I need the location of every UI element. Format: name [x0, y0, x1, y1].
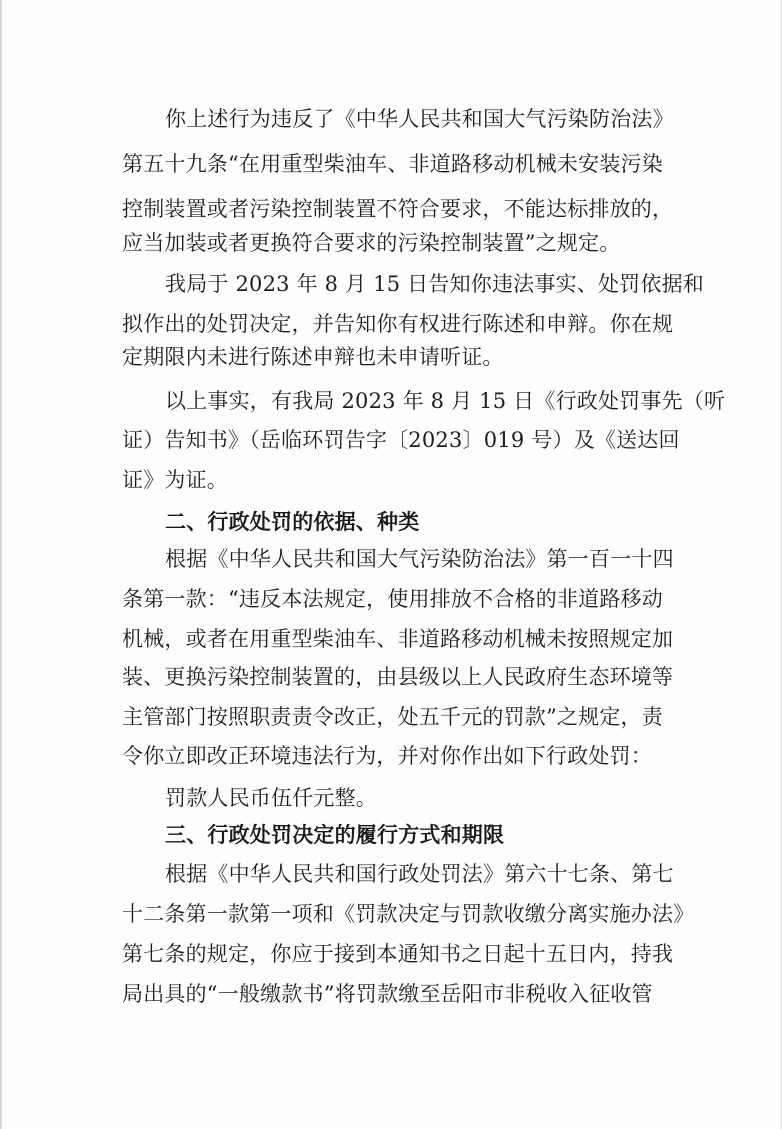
text-line: 根据《中华人民共和国行政处罚法》第六十七条、第七 [165, 862, 674, 886]
text-line: 根据《中华人民共和国大气污染防治法》第一百一十四 [165, 547, 674, 571]
text-line: 你上述行为违反了《中华人民共和国大气污染防治法》 [165, 107, 674, 131]
text-line: 令你立即改正环境违法行为，并对你作出如下行政处罚： [122, 744, 652, 768]
text-line: 我局于 2023 年 8 月 15 日告知你违法事实、处罚依据和 [165, 272, 704, 296]
text-line: 证）告知书》（岳临环罚告字〔2023〕019 号）及《送达回 [122, 428, 680, 452]
text-line: 罚款人民币伍仟元整。 [165, 786, 377, 810]
text-line: 应当加装或者更换符合要求的污染控制装置”之规定。 [122, 231, 621, 255]
text-line: 第七条的规定，你应于接到本通知书之日起十五日内，持我 [122, 942, 674, 966]
heading-text: 三、行政处罚决定的履行方式和期限 [165, 823, 505, 847]
text-line: 证》为证。 [122, 468, 228, 492]
text-line: 控制装置或者污染控制装置不符合要求，不能达标排放的， [122, 197, 674, 221]
text-line: 拟作出的处罚决定，并告知你有权进行陈述和申辩。你在规 [122, 312, 674, 336]
text-line: 第五十九条“在用重型柴油车、非道路移动机械未安装污染 [122, 152, 663, 176]
text-line: 机械，或者在用重型柴油车、非道路移动机械未按照规定加 [122, 627, 674, 651]
text-line: 定期限内未进行陈述申辩也未申请听证。 [122, 345, 504, 369]
text-line: 装、更换污染控制装置的，由县级以上人民政府生态环境等 [122, 665, 674, 689]
text-line: 局出具的“一般缴款书”将罚款缴至岳阳市非税收入征收管 [122, 982, 653, 1006]
text-line: 以上事实，有我局 2023 年 8 月 15 日《行政处罚事先（听 [165, 389, 726, 413]
text-line: 条第一款：“违反本法规定，使用排放不合格的非道路移动 [122, 587, 663, 611]
text-line: 十二条第一款第一项和《罚款决定与罚款收缴分离实施办法》 [122, 902, 695, 926]
text-line: 主管部门按照职责责令改正，处五千元的罚款”之规定，责 [122, 705, 663, 729]
heading-text: 二、行政处罚的依据、种类 [165, 510, 420, 534]
